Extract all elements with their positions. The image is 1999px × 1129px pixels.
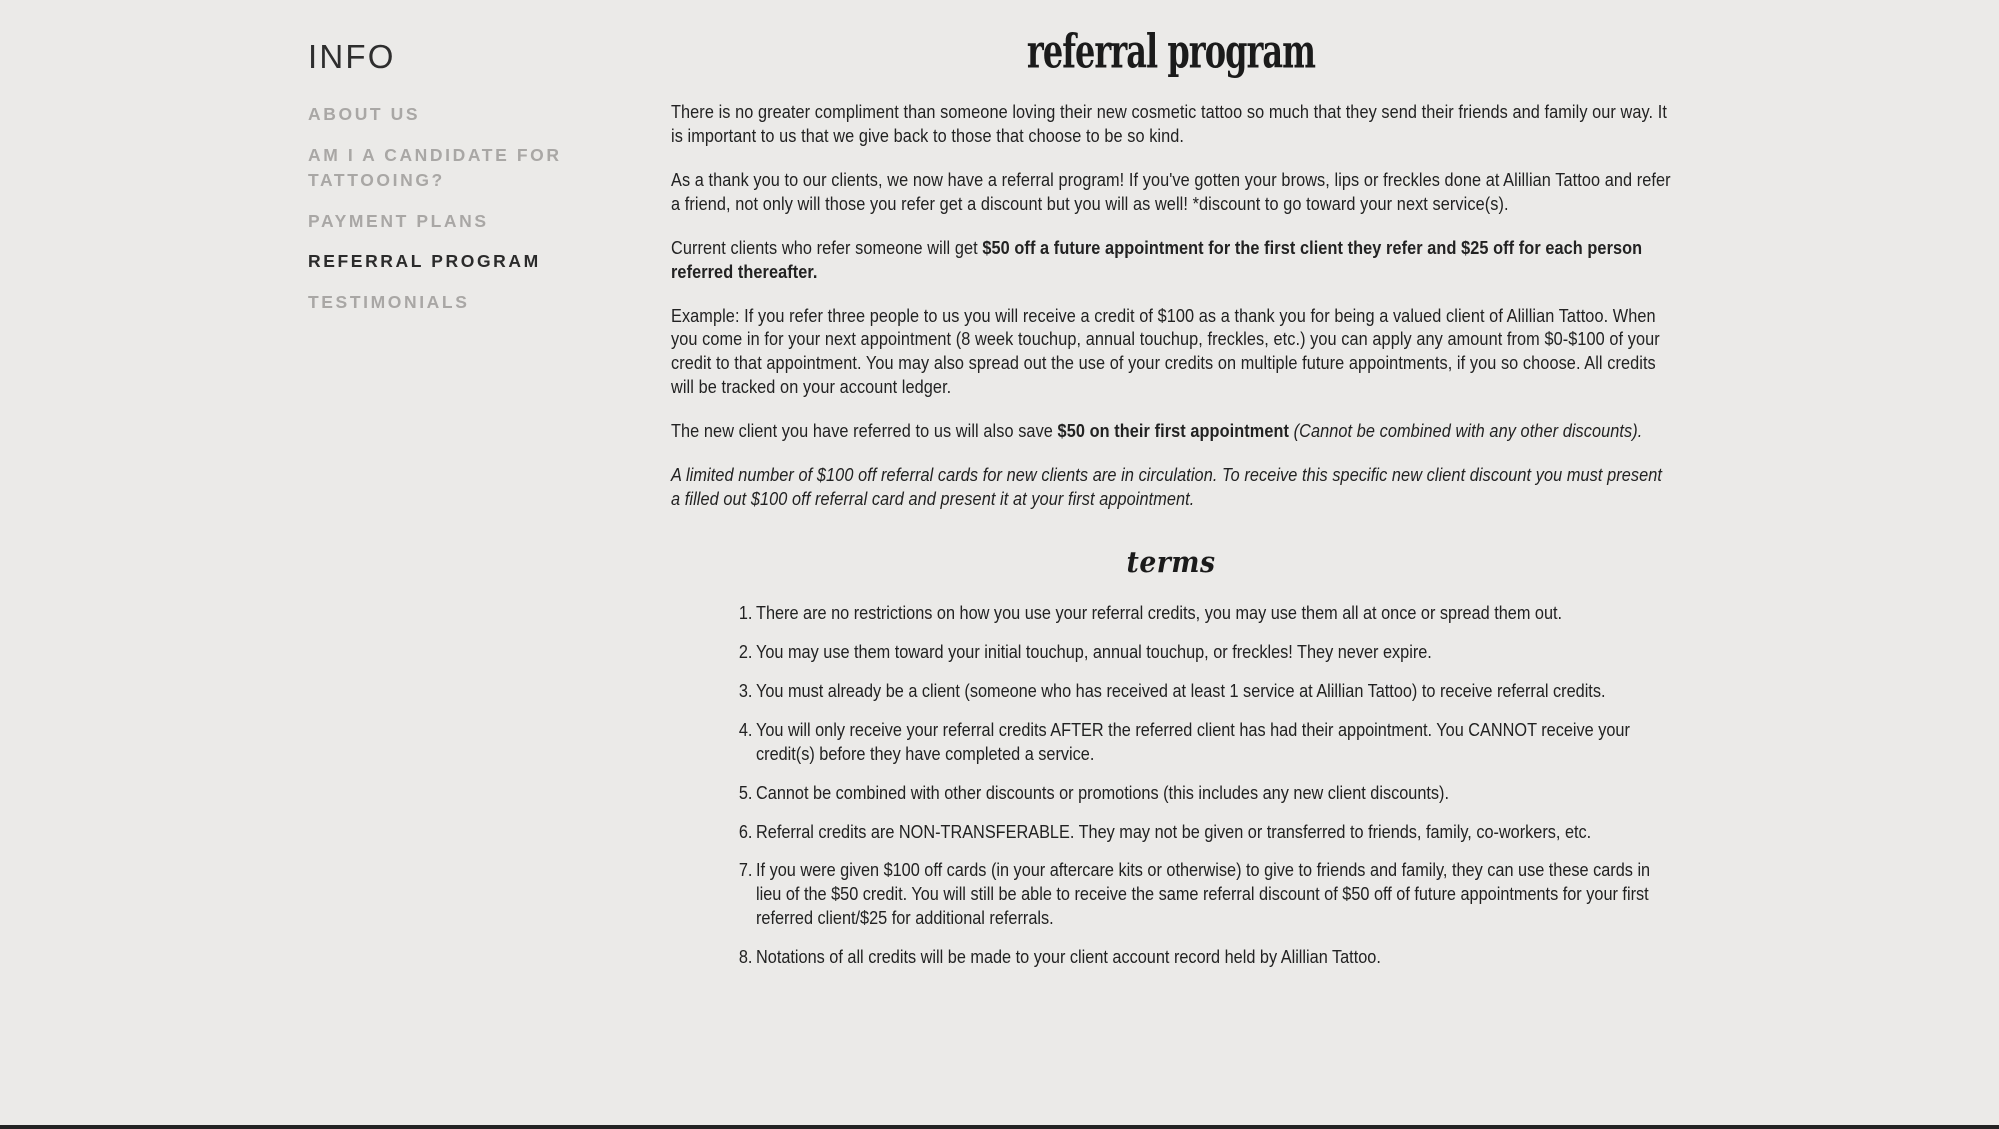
terms-list-item: Cannot be combined with other discounts or promotions (this includes any new client discounts). <box>756 781 1449 803</box>
terms-list-item: You will only receive your referral credits AFTER the referred client has had their appointment. You CANNOT receive your credit(s) before they have completed a service. <box>756 718 1630 764</box>
sidebar-nav-list <box>308 102 598 315</box>
main-content <box>671 23 1671 984</box>
bottom-divider <box>0 1125 1999 1129</box>
sidebar-item-about-us[interactable]: ABOUT US <box>308 104 421 124</box>
credit-amounts-emphasis: $50 off a future appointment for the first client they refer and $25 off for each person referred thereafter. <box>671 236 1643 282</box>
paragraph-referral-cards: A limited number of $100 off referral cards for new clients are in circulation. To receive this specific new client discount you must present a filled out $100 off referral card and present it at your first appointment. <box>671 464 1662 510</box>
sidebar-item-referral-program[interactable]: REFERRAL PROGRAM <box>308 251 541 272</box>
sidebar-item-testimonials[interactable]: TESTIMONIALS <box>308 292 470 313</box>
paragraph-thank-you: As a thank you to our clients, we now have a referral program! If you've gotten your brows, lips or freckles done at Alillian Tattoo and refer a friend, not only will those you refer get a discount but you will as well! *discount to go toward your next service(s). <box>671 168 1671 214</box>
sidebar-heading: INFO <box>308 38 396 75</box>
paragraph-intro: There is no greater compliment than someone loving their new cosmetic tattoo so much that they send their friends and family our way. It is important to us that we give back to those that choose to be so kind. <box>671 101 1667 146</box>
sidebar-item-am-i-a-candidate-for-tattooing[interactable]: AM I A CANDIDATE FOR TATTOOING? <box>308 144 562 190</box>
terms-list-item: Referral credits are NON-TRANSFERABLE. They may not be given or transferred to friends, family, co-workers, etc. <box>756 820 1592 842</box>
terms-list-item: You must already be a client (someone who has received at least 1 service at Alillian Tattoo) to receive referral credits. <box>756 679 1606 701</box>
terms-list-item: If you were given $100 off cards (in your aftercare kits or otherwise) to give to friends and family, they can use these cards in lieu of the $50 credit. You will still be able to receive the same referral discount of $50 off of future appointments for your first referred client/$25 for additional referrals. <box>756 859 1651 929</box>
new-client-note: (Cannot be combined with any other discounts). <box>1289 420 1643 442</box>
paragraph-credit-amounts <box>671 236 1671 284</box>
page-title: referral program <box>1026 23 1316 80</box>
terms-list-item: Notations of all credits will be made to your client account record held by Alillian Tattoo. <box>756 946 1381 968</box>
paragraph-example: Example: If you refer three people to us you will receive a credit of $100 as a thank you for being a valued client of Alillian Tattoo. When you come in for your next appointment (8 week touchup, annual touchup, freckles, etc.) you can apply any amount from $0-$100 of your credit to that appointment. You may also spread out the use of your credits on multiple future appointments, if you so choose. All credits will be tracked on your account ledger. <box>671 304 1660 398</box>
credit-amounts-lead: Current clients who refer someone will get <box>671 236 983 258</box>
paragraph-new-client-savings <box>671 419 1671 443</box>
terms-list-item: There are no restrictions on how you use your referral credits, you may use them all at once or spread them out. <box>756 601 1563 623</box>
terms-list <box>671 601 1671 969</box>
info-sidebar <box>308 40 598 331</box>
new-client-lead: The new client you have referred to us will also save <box>671 420 1058 442</box>
terms-heading: terms <box>1126 544 1216 579</box>
sidebar-item-payment-plans[interactable]: PAYMENT PLANS <box>308 210 489 231</box>
terms-list-item: You may use them toward your initial touchup, annual touchup, or freckles! They never expire. <box>756 640 1432 662</box>
new-client-emphasis: $50 on their first appointment <box>1057 420 1290 442</box>
